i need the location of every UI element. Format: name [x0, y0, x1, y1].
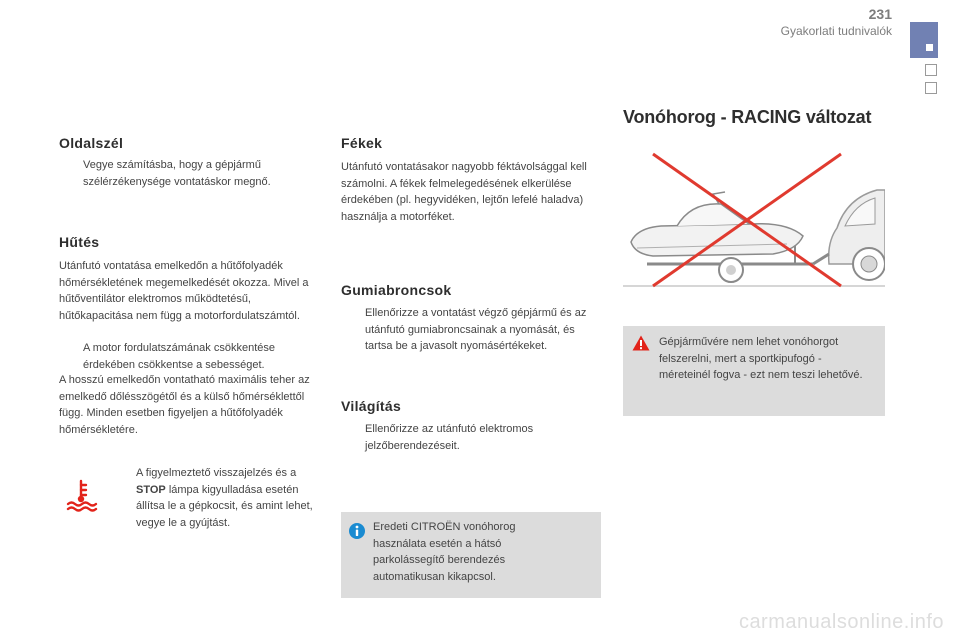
section-title: Gyakorlati tudnivalók [780, 24, 892, 38]
bullet-text [136, 465, 322, 531]
bullet-gumiabroncsok [341, 305, 603, 355]
heading-vilagitas: Világítás [341, 398, 402, 414]
stop-label: STOP [136, 483, 166, 496]
page-number: 231 [868, 6, 892, 22]
paragraph-fekek: Utánfutó vontatásakor nagyobb féktávolsággal kell számolni. A fékek felmelegedésének elkerülése érdekében (pl. hegyvidéken, lejtőn lefelé haladva) használja a motorféket. [341, 161, 587, 223]
warning-triangle-icon [632, 335, 650, 351]
info-note-text: Eredeti CITROËN vonóhorog használata esetén a hátsó parkolássegítő berendezés automatikusan kikapcsol. [373, 521, 516, 583]
heading-fekek: Fékek [341, 135, 383, 151]
paragraph-hutes-2: A hosszú emelkedőn vontatható maximális teher az emelkedő dőlésszögétől és a külső hőmérséklettől függ. Minden esetben figyeljen a hűtőfolyadék hőmérsékletére. [59, 374, 310, 436]
bullet-vilagitas [341, 421, 591, 454]
info-note [341, 512, 601, 598]
heading-racing: Vonóhorog - RACING változat [623, 107, 872, 127]
chapter-tab-empty [925, 64, 937, 76]
tab-marker [926, 44, 933, 51]
warning-note-text: Gépjárművére nem lehet vonóhorgot felszerelni, mert a sportkipufogó - méreteinél fogva - ezt nem teszi lehetővé. [659, 336, 863, 381]
bullet-text: Ellenőrizze az utánfutó elektromos jelzőberendezéseit. [365, 423, 534, 452]
heading-gumiabroncsok: Gumiabroncsok [341, 282, 452, 298]
bullet-text: Ellenőrizze a vontatást végző gépjármű és az utánfutó gumiabroncsainak a nyomását, és tartsa be a javasolt nyomásértékeket. [365, 307, 587, 352]
bullet-text: A motor fordulatszámának csökkentése érdekében csökkentse a sebességet. [83, 342, 275, 371]
bullet-warning-stop [112, 465, 322, 531]
warning-text: lámpa kigyulladása esetén állítsa le a gépkocsit, és amint lehet, vegye le a gyújtást. [136, 483, 313, 529]
coolant-temperature-warning-icon [64, 478, 98, 512]
chapter-tab-active [910, 22, 938, 58]
crossed-out-jetski-trailer-illustration [623, 148, 885, 290]
heading-oldalszel: Oldalszél [59, 135, 124, 151]
warning-text: A figyelmeztető visszajelzés és a [136, 467, 297, 479]
bullet-text: Vegye számításba, hogy a gépjármű szélérzékenysége vontatáskor megnő. [83, 159, 271, 188]
bullet-hutes [59, 340, 311, 373]
bullet-oldalszel [59, 157, 309, 190]
paragraph-hutes-1: Utánfutó vontatása emelkedőn a hűtőfolyadék hőmérsékletének megemelkedését okozza. Mivel a hűtőventilátor elektromos működtetésű, hűtőkapacitása nem függ a motorfordulatszámtól. [59, 260, 309, 322]
chapter-tab-empty [925, 82, 937, 94]
heading-hutes: Hűtés [59, 234, 100, 250]
info-icon [349, 523, 365, 539]
watermark: carmanualsonline.info [738, 611, 944, 633]
warning-note [623, 326, 885, 416]
